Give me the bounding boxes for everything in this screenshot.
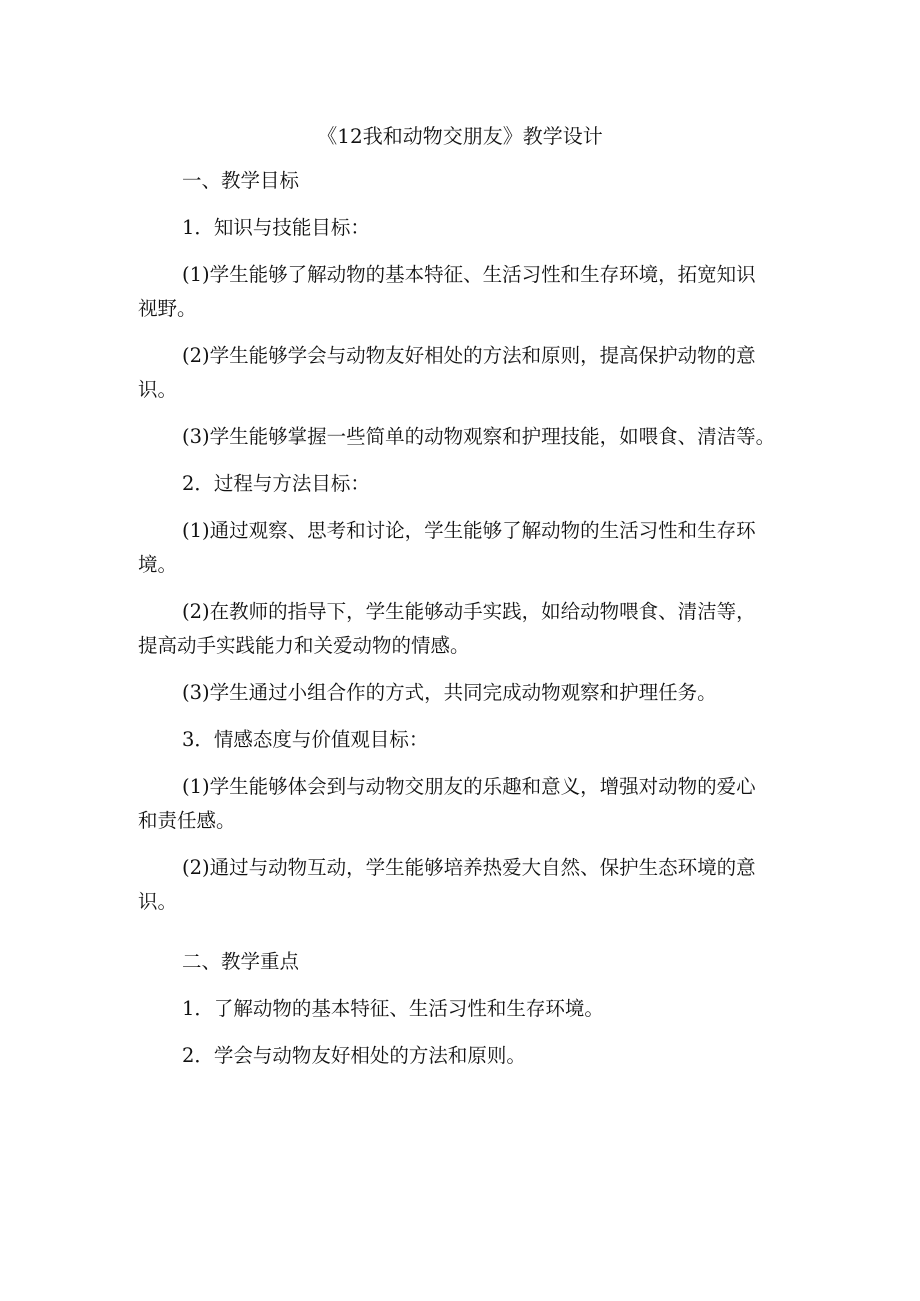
- paragraph: [138, 992, 783, 1026]
- text-line: 二、教学重点: [182, 950, 300, 973]
- paragraph: [138, 770, 783, 838]
- text-line: 提高动手实践能力和关爱动物的情感。: [138, 634, 470, 657]
- paragraph: [138, 514, 783, 582]
- text-line: (1)学生能够了解动物的基本特征、生活习性和生存环境，拓宽知识: [182, 263, 756, 286]
- text-line: 和责任感。: [138, 809, 236, 832]
- paragraph: [138, 851, 783, 919]
- subsection-heading-knowledge-skills: [138, 211, 783, 245]
- text-line: 3．情感态度与价值观目标：: [182, 728, 429, 751]
- document-title: 《12我和动物交朋友》教学设计: [317, 124, 603, 148]
- paragraph: [138, 420, 783, 454]
- text-line: 识。: [138, 378, 178, 401]
- text-line: (2)学生能够学会与动物友好相处的方法和原则，提高保护动物的意: [182, 344, 756, 367]
- text-line: (2)通过与动物互动，学生能够培养热爱大自然、保护生态环境的意: [182, 856, 756, 879]
- text-line: 视野。: [138, 297, 197, 320]
- text-line: (1)通过观察、思考和讨论，学生能够了解动物的生活习性和生存环: [182, 519, 756, 542]
- paragraph: [138, 676, 783, 710]
- text-line: (3)学生能够掌握一些简单的动物观察和护理技能，如喂食、清洁等。: [182, 425, 776, 448]
- section-heading-key-points: [138, 945, 783, 979]
- text-line: (1)学生能够体会到与动物交朋友的乐趣和意义，增强对动物的爱心: [182, 775, 756, 798]
- text-line: 1．了解动物的基本特征、生活习性和生存环境。: [182, 997, 604, 1020]
- text-line: (2)在教师的指导下，学生能够动手实践，如给动物喂食、清洁等，: [182, 600, 756, 623]
- paragraph: [138, 595, 783, 663]
- section-heading-objectives: [138, 164, 783, 198]
- subsection-heading-attitudes-values: [138, 723, 783, 757]
- text-line: 识。: [138, 890, 178, 913]
- text-line: 2．学会与动物友好相处的方法和原则。: [182, 1044, 526, 1067]
- text-line: 1．知识与技能目标：: [182, 216, 370, 239]
- paragraph: [138, 258, 783, 326]
- text-line: 一、教学目标: [182, 169, 300, 192]
- subsection-heading-process-methods: [138, 467, 783, 501]
- text-line: 2．过程与方法目标：: [182, 472, 370, 495]
- text-line: 境。: [138, 553, 178, 576]
- text-line: (3)学生通过小组合作的方式，共同完成动物观察和护理任务。: [182, 681, 717, 704]
- document-body: [138, 164, 783, 1086]
- paragraph: [138, 1039, 783, 1073]
- paragraph: [138, 339, 783, 407]
